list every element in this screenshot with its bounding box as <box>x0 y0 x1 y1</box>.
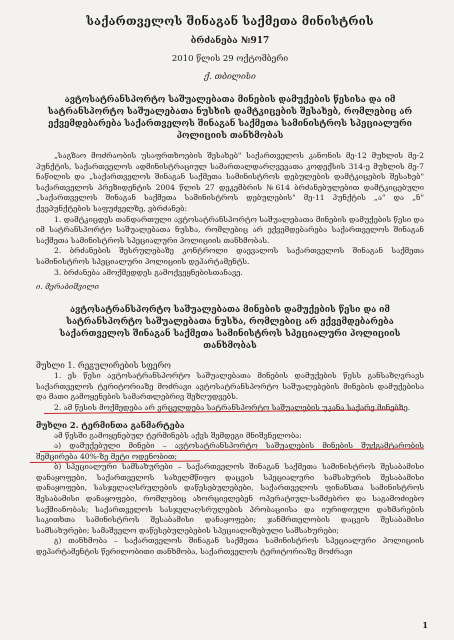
article-2-item-b: ბ) სპეციალური სამსახურები – საქართველოს შინაგან საქმეთა სამინისტროს შესაბამისი დანაყოფები, საქართველოს სახელმწიფო დაცვის სპეციალური სამსახურის შესაბამისი დანაყოფები, სასჯელაღსრულების დაწესებულებები, საქართველოს ფინანსთა სამინისტროს შესაბამისი დანაყოფები, რომლებიც ახორციელებენ ოპერატიულ-სამძებრო და საგამოძიებო საქმიანობას; საქართველოს სასჯელაღსრულების პრობაციისა და იურიდიული დახმარების საკითხთა სამინისტროს შესაბამისი დანაყოფები; ჯანმრთელობის დაცვის შესაბამისი სამსახურები; სამაშველო დაწესებულებების სპეციალიზებული სამსახურები; <box>36 462 424 535</box>
article-2-intro: ამ წესში გამოყენებულ ტერმინებს აქვს შემდეგი მნიშვნელობა: <box>54 430 302 440</box>
order-item-1: 1. დამტკიცდეს თანდართული ავტოსატრანსპორტო საშუალებათა მინების დამუქების წესი და იმ სატრანსპორტო საშუალებათა ნუსხა, რომლებიც არ ექვემდებარება საქართველოს შინაგან საქმეთა სამინისტროს სპეციალური პოლიციის თანხმობას. <box>36 214 424 245</box>
order-item-3: 3. ბრძანება ამოქმედდეს გამოქვეყნებისთანავე. <box>54 267 243 277</box>
article-1-title: მუხლი 1. რეგულირების სფერო <box>36 360 171 371</box>
order-title: ავტოსატრანსპორტო საშუალებათა მინების დამუქების წესისა და იმ სატრანსპორტო საშუალებათა ნუსხის დამტკიცების შესახებ, რომლებიც არ ექვემდებარება საქართველოს შინაგან საქმეთა სამინისტროს სპეციალური პოლიციის თანხმობას <box>47 95 413 141</box>
article-2-title: მუხლი 2. ტერმინთა განმარტება <box>36 419 185 430</box>
article-2-item-g: გ) თანხმობა – საქართველოს შინაგან საქმეთა სამინისტროს სპეციალური პოლიციის დეპარტამენტის წერილობითი თანხმობა, საქართველოს ტერიტორიაზე მოძრავი <box>36 536 424 557</box>
article-1 <box>36 360 424 413</box>
order-city: ქ. თბილისი <box>204 72 256 82</box>
article-1-paragraph-2-text: 2. ამ წესის მოქმედება არ ვრცელდება სატრანსპორტო საშუალების უკანა საქარე მინებზე. <box>54 402 411 412</box>
page-number: 1 <box>422 620 428 630</box>
signer-name: ი. მერაბიშვილი <box>36 282 99 292</box>
article-2-item-a-text: ა) დამუქებული მინები – ავტოსატრანსპორტო საშუალების მინების შუქგამტარობის შემცირება 40%-ზე მეტი ოდენობით; <box>36 441 424 461</box>
article-1-paragraph-1: 1. ეს წესი ავტოსატრანსპორტო საშუალებათა მინების დამუქების წესს განსაზღვრავს საქართველოს ტერიტორიაზე მოძრავი ავტოსატრანსპორტო საშუალებების მინების დამუქებისა და მათი გამოყენების სამართლებრივ შეზღუდვებს. <box>36 371 424 402</box>
ministry-heading: საქართველოს შინაგან საქმეთა მინისტრის <box>86 14 374 28</box>
article-2 <box>36 420 424 558</box>
order-preamble: „საგზაო მოძრაობის უსაფრთხოების შესახებ" საქართველოს კანონის მე-12 მუხლის მე-2 პუნქტის, საქართველოს ადმინისტრაციულ სამართალდარღვევათა კოდექსის 314-ე მუხლის მე-7 ნაწილის და „საქართველოს შინაგან საქმეთა სამინისტროს დებულების დამტკიცების შესახებ" საქართველოს პრეზიდენტის 2004 წლის 27 დეკემბრის №614 ბრძანებულებით დამტკიცებული „საქართველოს შინაგან საქმეთა სამინისტროს დებულების" მე-11 პუნქტის „ა" და „ნ" ქვეპუნქტების საფუძველზე, ვბრძანებ: <box>36 151 424 213</box>
order-number: ბრძანება №917 <box>190 36 270 46</box>
document-header <box>36 14 424 82</box>
article-1-paragraph-2 <box>36 403 424 414</box>
rules-title: ავტოსატრანსპორტო საშუალებათა მინების დამუქების წესი და იმ სატრანსპორტო საშუალებათა ნუსხა, რომლებიც არ ექვემდებარება საქართველოს შინაგან საქმეთა სამინისტროს სპეციალური პოლიციის თანხმობას <box>59 305 401 352</box>
order-item-2: 2. ბრძანების შესრულებაზე კონტროლი დაევალოს საქართველოს შინაგან საქმეთა სამინისტროს სპეციალური პოლიციის დეპარტამენტს. <box>36 246 424 266</box>
article-2-item-a <box>36 441 424 462</box>
order-items <box>36 215 424 279</box>
order-date: 2010 წლის 29 ოქტომბერი <box>171 54 289 64</box>
